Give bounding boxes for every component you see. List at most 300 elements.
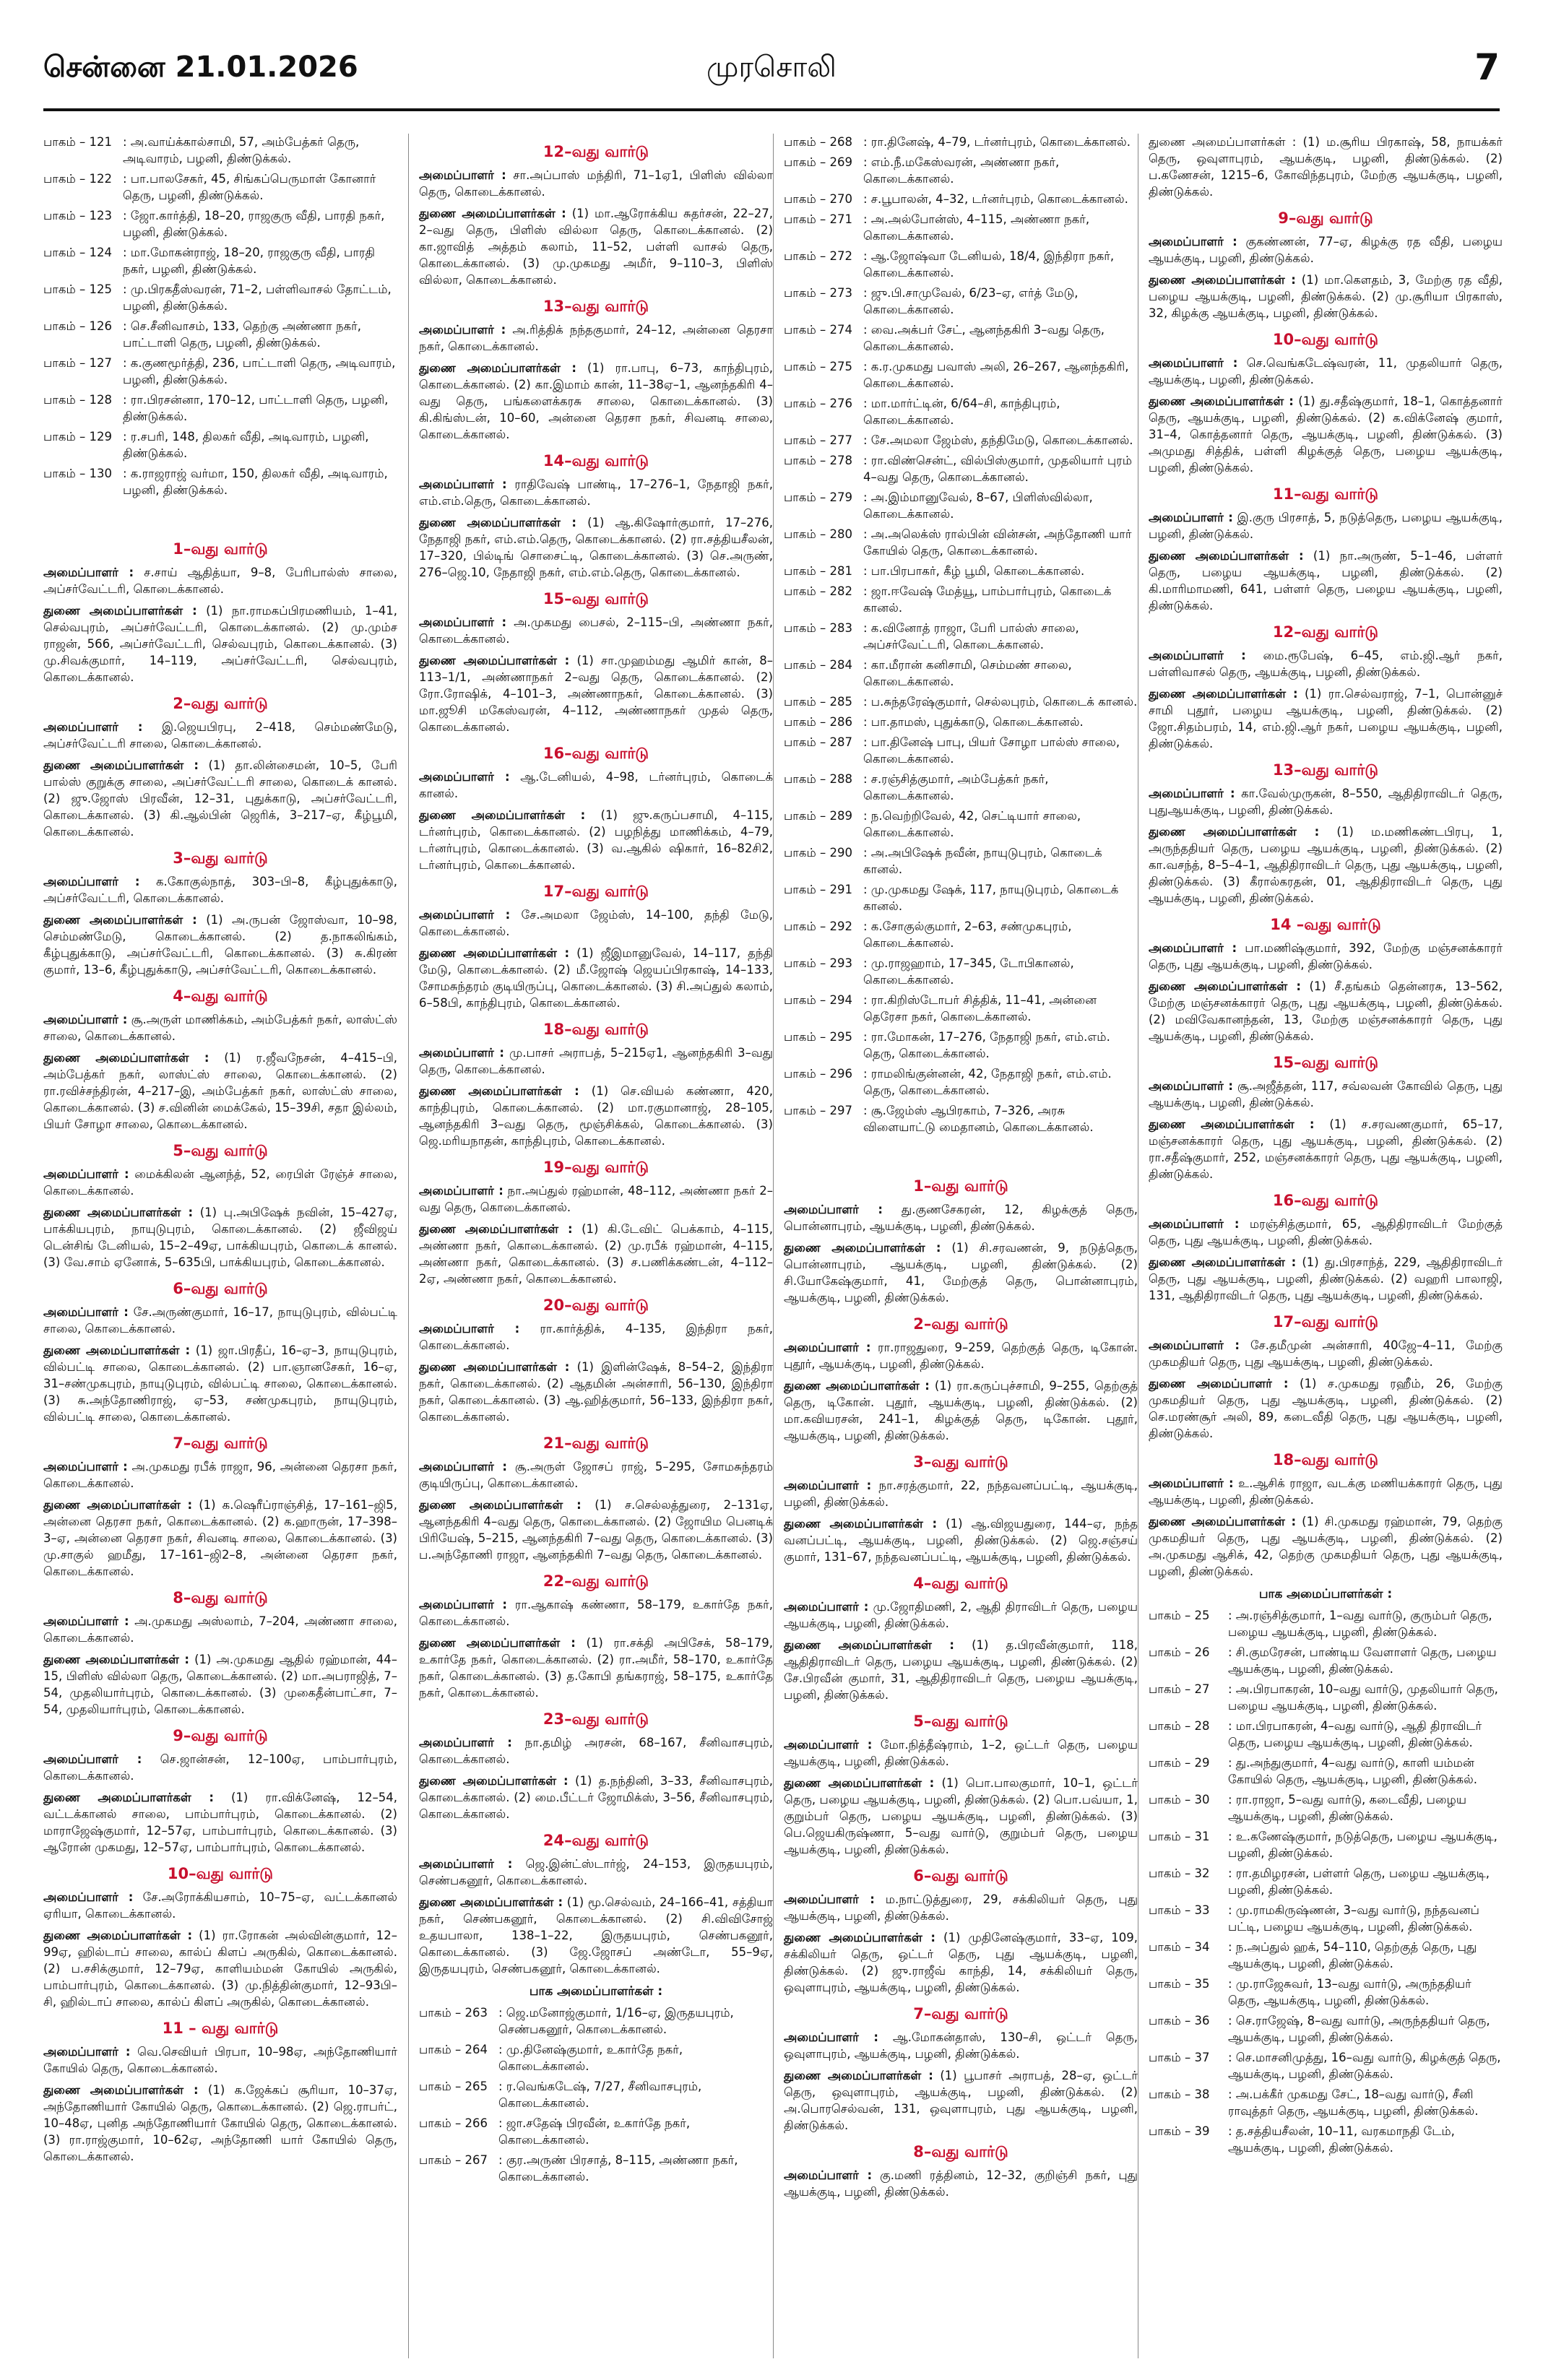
- deputy-organisers-details: (1) தா.லின்சைமன், 10–5, பேரி பால்ஸ் குறுக்கு சாலை, அப்சர்வேட்டரி சாலை, கொடைக் கானல். (2) ஜு.ஜோஸ் பிரவீன், 12–31, புதுக்காடு, அப்சர்வேட்டரி, கொடைக்கானல். (3) கி.ஆல்பின் ஜெரிக், 3–217–ஏ, கீழ்பூமி, கொடைக்கானல்.: [43, 758, 397, 839]
- deputy-organisers-entry: [419, 514, 773, 581]
- organiser-entry: [784, 2029, 1138, 2062]
- booth-number: பாகம் – 288: [784, 772, 852, 786]
- deputy-organisers-label: துணை அமைப்பாளர்கள் :: [43, 1343, 191, 1357]
- booth-agent: : அ.பிரபாகரன், 10–வது வார்டு, முதலியார் தெரு, பழைய ஆயக்குடி, பழனி, திண்டுக்கல்.: [1228, 1682, 1498, 1713]
- deputy-organisers-entry: [43, 1204, 397, 1271]
- organiser-details: கு.மணி ரத்தினம், 12–32, குறிஞ்சி நகர், புது ஆயக்குடி, பழனி, திண்டுக்கல்.: [784, 2168, 1138, 2199]
- booth-agent: : ரா.பிரசன்னா, 170–12, பாட்டாளி தெரு, பழனி, திண்டுக்கல்.: [123, 393, 389, 423]
- booth-entry: [1149, 2086, 1503, 2119]
- column-2: [419, 134, 773, 2366]
- deputy-organisers-label: துணை அமைப்பாளர்கள் :: [43, 1791, 214, 1804]
- organiser-details: நா.தமிழ் அரசன், 68–167, சீனிவாசபுரம், கொடைக்கானல்.: [419, 1736, 773, 1766]
- booth-entry: [784, 583, 1138, 616]
- ward-heading: 5–வது வார்டு: [173, 1142, 268, 1159]
- booth-entry: [1149, 1644, 1503, 1677]
- booth-number: பாகம் – 268: [784, 135, 852, 149]
- booth-agent: : ப.சுந்தரேஷ்குமார், செல்லபுரம், கொடைக் கானல்.: [863, 695, 1138, 709]
- booth-number: பாகம் – 264: [419, 2043, 488, 2056]
- booth-agent: : மு.முகமது ஷேக், 117, நாயுடுபுரம், கொடைக் கானல்.: [863, 883, 1119, 913]
- booth-number: பாகம் – 126: [43, 319, 112, 333]
- deputy-organisers-label: துணை அமைப்பாளர்கள் :: [419, 1360, 570, 1374]
- organiser-label: அமைப்பாளர் :: [1149, 787, 1235, 800]
- booth-agent: : ந.அப்துல் ஹக், 54–110, தெற்குத் தெரு, புது ஆயக்குடி, பழனி, திண்டுக்கல்.: [1228, 1940, 1477, 1970]
- booth-number: பாகம் – 275: [784, 360, 852, 373]
- booth-entry: [784, 285, 1138, 318]
- booth-entry: [784, 191, 1138, 207]
- deputy-organisers-details: (1) மா.ஆரோக்கிய சுதர்சன், 22–27, 2–வது தெரு, பிளிஸ் வில்லா தெரு, கொடைக்கானல். (2) கா.ஜாவித் அத்தம் கலாம், 11–52, பள்ளி வாசல் தெரு, கொடைக்கானல். (3) மு.முகமது அமீர், 9–110–3, பிளிஸ் வில்லா, கொடைக்கானல்.: [419, 207, 773, 287]
- booth-number: பாகம் – 273: [784, 286, 852, 300]
- booth-agent: : ச.பூபாலன், 4–32, டர்னர்புரம், கொடைக்கானல்.: [863, 192, 1128, 206]
- booth-number: பாகம் – 27: [1149, 1682, 1210, 1696]
- organiser-label: அமைப்பாளர் :: [419, 1322, 520, 1336]
- organiser-label: அமைப்பாளர் :: [784, 1203, 883, 1216]
- spacer: [43, 502, 397, 531]
- organiser-details: நா.சரத்குமார், 22, நந்தவனப்பட்டி, ஆயக்குடி, பழனி, திண்டுக்கல்.: [784, 1479, 1138, 1509]
- booth-entry: [43, 391, 397, 425]
- organiser-entry: [784, 1891, 1138, 1924]
- organiser-label: அமைப்பாளர் :: [419, 1460, 507, 1474]
- organiser-entry: [419, 1856, 773, 1889]
- organiser-details: செ.ஜான்சன், 12–100ஏ, பாம்பார்புரம், கொடைக்கானல்.: [43, 1752, 397, 1783]
- booth-number: பாகம் – 294: [784, 993, 852, 1007]
- booth-number: பாகம் – 28: [1149, 1719, 1210, 1733]
- ward-heading: 23–வது வார்டு: [543, 1710, 649, 1728]
- booth-number: பாகம் – 284: [784, 658, 852, 672]
- booth-number: பாகம் – 280: [784, 527, 852, 541]
- deputy-organisers-label: துணை அமைப்பாளர் :: [1149, 1377, 1289, 1390]
- deputy-organisers-details: (1) மூ.செல்வம், 24–166–41, சத்தியா நகர், செண்பகனூர், கொடைக்கானல். (2) சி.விவிசோஜ் உதயபாலா, 138–1–22, இருதயபுரம், செண்பகனூர், கொடைக்கானல். (3) ஜே.ஜோசப் அண்டோ, 55–9ஏ, இருதயபுரம், செண்பகனூர், கொடைக்கானல்.: [419, 1895, 773, 1976]
- organiser-label: அமைப்பாளர் :: [419, 908, 511, 922]
- deputy-organisers-entry: [1149, 685, 1503, 752]
- booth-number: பாகம் – 277: [784, 433, 852, 447]
- organiser-entry: [784, 2167, 1138, 2200]
- booth-number: பாகம் – 269: [784, 155, 852, 169]
- organiser-details: சே.அரோக்கியசாம், 10–75–ஏ, வட்டக்கானல் ஏரியா, கொடைக்கானல்.: [43, 1890, 397, 1921]
- organiser-label: அமைப்பாளர் :: [1149, 1217, 1240, 1231]
- booth-entry: [784, 526, 1138, 559]
- edition-date: சென்னை 21.01.2026: [43, 51, 358, 84]
- booth-entry: [784, 844, 1138, 878]
- booth-section-title: பாக அமைப்பாளர்கள் :: [529, 1984, 663, 1999]
- booth-agent: : ஜா.சதேஷ் பிரவீன், உகார்தே நகர், கொடைக்கானல்.: [498, 2116, 691, 2147]
- organiser-details: மு.ஜோதிமணி, 2, ஆதி திராவிடர் தெரு, பழைய ஆயக்குடி, பழனி, திண்டுக்கல்.: [784, 1600, 1138, 1630]
- booth-number: பாகம் – 34: [1149, 1940, 1210, 1954]
- booth-agent: : ஜெ.மனோஜ்குமார், 1/16–ஏ, இருதயபுரம், செண்பகனூர், கொடைக்கானல்.: [498, 2006, 734, 2036]
- ward-heading: 14–வது வார்டு: [543, 452, 649, 469]
- booth-entry: [784, 955, 1138, 988]
- organiser-details: க.கோகுல்நாத், 303–பி–8, கீழ்புதுக்காடு, அப்சர்வேட்டரி, கொடைக்கானல்.: [43, 875, 397, 905]
- organiser-label: அமைப்பாளர் :: [784, 1892, 875, 1906]
- deputy-organisers-label: துணை அமைப்பாளர்கள் :: [784, 2069, 933, 2082]
- deputy-organisers-entry: [419, 1083, 773, 1149]
- organiser-label: அமைப்பாளர் :: [419, 477, 507, 491]
- deputy-organisers-details: (1) ஆ.விஜயதுரை, 144–ஏ, நந்த வனப்பட்டி, ஆயக்குடி, பழனி, திண்டுக்கல். (2) ஜெ.சஞ்சய் குமார், 131–67, நந்தவனப்பட்டி, ஆயக்குடி, பழனி, திண்டுக்கல்.: [784, 1517, 1138, 1564]
- booth-agent: : அ.வாய்க்கால்சாமி, 57, அம்பேத்கர் தெரு, அடிவாரம், பழனி, திண்டுக்கல்.: [123, 135, 360, 165]
- booth-agent: : க.வினோத் ராஜா, பேரி பால்ஸ் சாலை, அப்சர்வேட்டரி, கொடைக்கானல்.: [863, 621, 1079, 652]
- deputy-organisers-label: துணை அமைப்பாளர்கள் :: [43, 604, 197, 618]
- deputy-organisers-details: (1) ச.செல்லத்துரை, 2–131ஏ, ஆனந்தகிரி 4–வது தெரு, கொடைக்கானல். (2) ஜோயிம பெனடிக் பிரியேஷ், 5–215, ஆனந்தகிரி 7–வது தெரு, கொடைக்கானல். (3) ப.அந்தோணி ராஜா, ஆனந்தகிரி 7–வது தெரு, கொடைக்கானல்.: [419, 1498, 773, 1562]
- deputy-organisers-details: (1) சீ.தங்கம் தென்னரசு, 13–562, மேற்கு மஞ்சனக்காரர் தெரு, புது ஆயக்குடி, பழனி, திண்டுக்கல். (2) மவிவேகானந்தன், 13, மேற்கு மஞ்சனக்காரர் தெரு, புது ஆயக்குடி, பழனி, திண்டுக்கல்.: [1149, 979, 1503, 1043]
- deputy-organisers-details: (1) ரா.ரோகன் அல்வின்குமார், 12–99ஏ, ஹில்டாப் சாலை, கால்ப் கிளப் அருகில், கொடைக்கானல். (2) ப.சசிக்குமார், 12–79ஏ, காளியம்மன் கோயில் அருகில், பாம்பார்புரம், கொடைக்கானல். (3) மு.நித்தின்குமார், 12–93பி–சி, ஹில்டாப் சாலை, கால்ப் கிளப் அருகில், கொடைக்கானல்.: [43, 1929, 397, 2009]
- deputy-organisers-details: (1) ர.ஜீவநேசன், 4–415–பி, அம்பேத்கர் நகர், லாஸ்ட்ஸ் சாலை, கொடைக்கானல். (2) ரா.ரவிச்சந்திரன், 4–217–இ, அம்பேத்கர் நகர், லாஸ்ட்ஸ் சாலை, கொடைக்கானல். (3) ச.வினின் மைக்கேல், 15–39சி, சதா இல்லம், பியர் சோழா சாலை, கொடைக்கானல்.: [43, 1051, 397, 1131]
- organiser-label: அமைப்பாளர் :: [43, 2045, 131, 2059]
- booth-number: பாகம் – 130: [43, 467, 112, 480]
- deputy-organisers-label: துணை அமைப்பாளர்கள் :: [419, 1895, 563, 1909]
- booth-entry: [784, 452, 1138, 485]
- ward-heading: 18–வது வார்டு: [543, 1021, 649, 1038]
- organiser-entry: [419, 167, 773, 200]
- organiser-label: அமைப்பாளர் :: [419, 770, 510, 784]
- booth-number: பாகம் – 282: [784, 584, 852, 598]
- booth-agent: : கா.மீரான் கனிசாமி, செம்மண் சாலை, கொடைக்கானல்.: [863, 658, 1072, 688]
- booth-agent: : அ.அல்போன்ஸ், 4–115, அண்ணா நகர், கொடைக்கானல்.: [863, 212, 1090, 243]
- deputy-organisers-entry: [43, 602, 397, 685]
- deputy-organisers-label: துணை அமைப்பாளர்கள் :: [43, 1206, 194, 1219]
- ward-heading: 2–வது வார்டு: [173, 695, 268, 712]
- booth-entry: [43, 318, 397, 351]
- booth-number: பாகம் – 283: [784, 621, 852, 635]
- booth-number: பாகம் – 121: [43, 135, 112, 149]
- organiser-entry: [1149, 1337, 1503, 1370]
- booth-number: பாகம் – 128: [43, 393, 112, 407]
- deputy-organisers-details: (1) சி.முகமது ரஹ்மான், 79, தெற்கு முகமதியர் தெரு, புது ஆயக்குடி, பழனி, திண்டுக்கல். (2) அ.முகமது ஆசிக், 42, தெற்கு முகமதியர் தெரு, புது ஆயக்குடி, பழனி, திண்டுக்கல்.: [1149, 1515, 1503, 1578]
- booth-entry: [43, 134, 397, 167]
- column-4: [1149, 134, 1503, 2366]
- booth-agent: : உ.கணேஷ்குமார், நடுத்தெரு, பழைய ஆயக்குடி, பழனி, திண்டுக்கல்.: [1228, 1830, 1497, 1860]
- deputy-organisers-entry: [43, 1342, 397, 1425]
- deputy-organisers-details: (1) நா.ராமகப்பிரமணியம், 1–41, செல்வபுரம், அப்சர்வேட்டரி, கொடைக்கானல். (2) மு.மும்ச ராஜன், 566, அப்சர்வேட்டரி, செல்வபுரம், கொடைக்கானல். (3) மு.சிவக்குமார், 14–119, அப்சர்வேட்டரி, செல்வபுரம், கொடைக்கானல்.: [43, 604, 397, 684]
- booth-entry: [784, 620, 1138, 653]
- organiser-details: ரா.ஆகாஷ் கண்ணா, 58–179, உகார்தே நகர், கொடைக்கானல்.: [419, 1598, 773, 1628]
- booth-agent: : மு.ராமகிருஷ்ணன், 3–வது வார்டு, நந்தவனப் பட்டி, பழைய ஆயக்குடி, பழனி, திண்டுக்கல்.: [1228, 1903, 1479, 1934]
- deputy-organisers-entry: [419, 1497, 773, 1563]
- organiser-entry: [419, 1458, 773, 1492]
- organiser-label: அமைப்பாளர் :: [419, 1598, 507, 1611]
- booth-agent: : மு.ராஜேசுவர், 13–வது வார்டு, அருந்ததியர் தெரு, ஆயக்குடி, பழனி, திண்டுக்கல்.: [1228, 1977, 1471, 2007]
- booth-entry: [784, 714, 1138, 730]
- booth-agent: : செ.மாசனிமுத்து, 16–வது வார்டு, கிழக்குத் தெரு, ஆயக்குடி, பழனி, திண்டுக்கல்.: [1228, 2051, 1501, 2081]
- ward-heading: 6–வது வார்டு: [913, 1867, 1008, 1884]
- deputy-organisers-details: (1) ரா.செல்வராஜ், 7–1, பொன்னுச் சாமி புதூர், பழைய ஆயக்குடி, பழனி, திண்டுக்கல். (2) ஜோ.சிதம்பரம், 14, எம்.ஜி.ஆர் நகர், பழைய ஆயக்குடி, பழனி, திண்டுக்கல்.: [1149, 687, 1503, 750]
- booth-number: பாகம் – 33: [1149, 1903, 1210, 1917]
- deputy-organisers-entry: [43, 1789, 397, 1856]
- deputy-organisers-label: துணை அமைப்பாளர்கள் :: [1149, 825, 1320, 839]
- booth-number: பாகம் – 272: [784, 249, 852, 263]
- organiser-entry: [1149, 1216, 1503, 1249]
- ward-heading: 10–வது வார்டு: [1272, 331, 1379, 348]
- organiser-label: அமைப்பாளர் :: [419, 615, 507, 629]
- organiser-details: வெ.செவியர் பிரபா, 10–98ஏ, அந்தோணியார் கோயில் தெரு, கொடைக்கானல்.: [43, 2045, 397, 2075]
- organiser-details: து.குணசேகரன், 12, கிழக்குத் தெரு, பொன்னாபுரம், ஆயக்குடி, பழனி, திண்டுக்கல்.: [784, 1203, 1138, 1233]
- organiser-label: அமைப்பாளர் :: [43, 1890, 134, 1904]
- booth-agent: : குர.அருண் பிரசாத், 8–115, அண்ணா நகர், கொடைக்கானல்.: [498, 2153, 738, 2184]
- booth-agent: : க.சோகுல்குமார், 2–63, சண்முகபுரம், கொடைக்கானல்.: [863, 919, 1072, 950]
- organiser-entry: [784, 1736, 1138, 1770]
- booth-entry: [784, 563, 1138, 579]
- booth-agent: : ரா.விண்சென்ட், வில்பிஸ்குமார், முதலியார் புரம் 4–வது தெரு, கொடைக்கானல்.: [863, 454, 1132, 484]
- deputy-organisers-label: துணை அமைப்பாளர்கள் :: [419, 1084, 579, 1098]
- booth-agent: : ர.வெங்கடேஷ், 7/27, சீனிவாசபுரம், கொடைக்கானல்.: [498, 2080, 702, 2110]
- deputy-organisers-label: துணை அமைப்பாளர்கள் :: [784, 1379, 930, 1393]
- organiser-entry: [419, 1044, 773, 1078]
- booth-number: பாகம் – 129: [43, 430, 112, 443]
- column-divider: [408, 134, 409, 2358]
- deputy-organisers-label: துணை அமைப்பாளர்கள் :: [43, 1498, 193, 1512]
- deputy-organisers-label: துணை அமைப்பாளர்கள் :: [1149, 1255, 1297, 1269]
- deputy-organisers-label: துணை அமைப்பாளர்கள் :: [419, 516, 577, 529]
- booth-entry: [784, 693, 1138, 710]
- deputy-organisers-details: (1) ஜீஇமானுவேல், 14–117, தந்தி மேடு, கொடைக்கானல். (2) மீ.ஜோஷ் ஜெயப்பிரகாஷ், 14–133, சோமசுந்தரம் குடியிருப்பு, கொடைக்கானல். (3) சி.அப்துல் கலாம், 6–58பி, காந்திபுரம், கொடைக்கானல்.: [419, 946, 773, 1010]
- deputy-organisers-entry: [1149, 1254, 1503, 1304]
- booth-entry: [419, 2115, 773, 2148]
- booth-number: பாகம் – 267: [419, 2153, 488, 2167]
- newspaper-title: முரசொலி: [706, 51, 837, 84]
- booth-agent: : செ.ராஜேஷ், 8–வது வார்டு, அருந்ததியர் தெரு, ஆயக்குடி, பழனி, திண்டுக்கல்.: [1228, 2014, 1490, 2044]
- organiser-entry: [43, 1751, 397, 1784]
- booth-entry: [43, 281, 397, 314]
- deputy-organisers-details: (1) க.ஜேக்கப் சூரியா, 10–37ஏ, அந்தோணியார் கோயில் தெரு, கொடைக்கானல். (2) ஜெ.ராபர்ட், 10–48ஏ, புனித அந்தோணியார் கோயில் தெரு, கொடைக்கானல். (3) ரா.ராஜ்குமார், 10–62ஏ, அந்தோணி யார் கோயில் தெரு, கொடைக்கானல்.: [43, 2083, 397, 2163]
- organiser-label: அமைப்பாளர் :: [1149, 1079, 1233, 1093]
- booth-number: பாகம் – 263: [419, 2006, 488, 2020]
- booth-number: பாகம் – 291: [784, 883, 852, 896]
- booth-entry: [784, 432, 1138, 449]
- booth-number: பாகம் – 123: [43, 209, 112, 222]
- deputy-organisers-entry: [1149, 548, 1503, 614]
- deputy-organisers-label: துணை அமைப்பாளர்கள் :: [419, 1222, 573, 1236]
- deputy-organisers-entry: [784, 1775, 1138, 1858]
- organiser-details: மோ.நித்தீஷ்ராம், 1–2, ஒட்டர் தெரு, பழைய ஆயக்குடி, பழனி, திண்டுக்கல்.: [784, 1738, 1138, 1768]
- deputy-organisers-details: (1) து.பிரசாந்த், 229, ஆதிதிராவிடர் தெரு, புது ஆயக்குடி, பழனி, திண்டுக்கல். (2) வஹரி பாலாஜி, 131, ஆதிதிராவிடர் தெரு, புது ஆயக்குடி, பழனி, திண்டுக்கல்.: [1149, 1255, 1503, 1302]
- booth-agent: : மு.தினேஷ்குமார், உகார்தே நகர், கொடைக்கானல்.: [498, 2043, 683, 2073]
- ward-heading: 13–வது வார்டு: [1272, 761, 1379, 779]
- booth-agent: : ந.வெற்றிவேல், 42, செட்டியார் சாலை, கொடைக்கானல்.: [863, 809, 1081, 839]
- booth-agent: : அ.ரஞ்சித்குமார், 1–வது வார்டு, குரும்பர் தெரு, பழைய ஆயக்குடி, பழனி, திண்டுக்கல்.: [1228, 1609, 1492, 1639]
- booth-entry: [1149, 2123, 1503, 2156]
- deputy-organisers-details: (1) க.ஷெரீப்ராஞ்சித், 17–161–ஜி5, அன்னை தெரசா நகர், கொடைக்கானல். (2) க.ஹாருன், 17–398–3–ஏ, அன்னை தெரசா நகர், சிவனடி சாலை, கொடைக்கானல். (3) மு.சாகுல் ஹமீது, 17–161–ஜி2–8, அன்னை தெரசா நகர், கொடைக்கானல்.: [43, 1498, 397, 1578]
- booth-number: பாகம் – 285: [784, 695, 852, 709]
- deputy-organisers-entry: [1149, 978, 1503, 1044]
- booth-entry: [43, 244, 397, 277]
- organiser-label: அமைப்பாளர் :: [43, 1305, 129, 1319]
- organiser-entry: [1149, 355, 1503, 388]
- booth-agent: : வை.அக்பர் சேட், ஆனந்தகிரி 3–வது தெரு, கொடைக்கானல்.: [863, 323, 1105, 353]
- organiser-details: அ.முகமது பைசல், 2–115–பி, அண்ணா நகர், கொடைக்கானல்.: [419, 615, 773, 646]
- ward-heading: 24–வது வார்டு: [543, 1832, 649, 1849]
- column-divider: [773, 134, 774, 2358]
- deputy-organisers-label: துணை அமைப்பாளர்கள் :: [1149, 394, 1294, 408]
- deputy-organisers-label: துணை அமைப்பாளர்கள் :: [419, 1636, 576, 1650]
- booth-agent: : து.அந்துகுமார், 4–வது வார்டு, காளி யம்மன் கோயில் தெரு, ஆயக்குடி, பழனி, திண்டுக்கல்.: [1228, 1756, 1477, 1786]
- organiser-entry: [419, 906, 773, 940]
- ward-heading: 15–வது வார்டு: [543, 590, 649, 607]
- deputy-organisers-details: (1) த.பிரவீன்குமார், 118, ஆதிதிராவிடர் தெரு, பழைய ஆயக்குடி, பழனி, திண்டுக்கல். (2) சே.பிரவீன் குமார், 31, ஆதிதிராவிடர் தெரு, பழைய ஆயக்குடி, பழனி, திண்டுக்கல்.: [784, 1638, 1138, 1702]
- booth-entry: [43, 207, 397, 241]
- booth-number: பாகம் – 26: [1149, 1645, 1210, 1659]
- booth-entry: [43, 465, 397, 498]
- deputy-organisers-label: துணை அமைப்பாளர்கள் :: [43, 2083, 199, 2097]
- organiser-label: அமைப்பாளர் :: [1149, 356, 1238, 370]
- booth-entry: [1149, 1791, 1503, 1825]
- organiser-details: சூ.அஜீத்தன், 117, சவ்லவன் கோவில் தெரு, புது ஆயக்குடி, பழனி, திண்டுக்கல்.: [1149, 1079, 1503, 1109]
- deputy-organisers-details: (1) ச.சரவணகுமார், 65–17, மஞ்சனக்காரர் தெரு, புது ஆயக்குடி, பழனி, திண்டுக்கல். (2) ரா.சதீஷ்குமார், 252, மஞ்சனக்காரர் தெரு, புது ஆயக்குடி, பழனி, திண்டுக்கல்.: [1149, 1117, 1503, 1181]
- booth-number: பாகம் – 37: [1149, 2051, 1210, 2064]
- booth-entry: [784, 395, 1138, 428]
- booth-agent: : மா.மோகன்ராஜ், 18–20, ராஜகுரு வீதி, பாரதி நகர், பழனி, திண்டுக்கல்.: [123, 246, 375, 276]
- organiser-label: அமைப்பாளர் :: [419, 1857, 513, 1871]
- booth-number: பாகம் – 270: [784, 192, 852, 206]
- organiser-label: அமைப்பாளர் :: [419, 1184, 503, 1198]
- booth-agent: : ரா.மோகன், 17–276, நேதாஜி நகர், எம்.எம். தெரு, கொடைக்கானல்.: [863, 1030, 1110, 1060]
- ward-heading: 3–வது வார்டு: [173, 849, 268, 867]
- booth-agent: : மா.பிரபாகரன், 4–வது வார்டு, ஆதி திராவிடர் தெரு, பழைய ஆயக்குடி, பழனி, திண்டுக்கல்.: [1228, 1719, 1482, 1749]
- deputy-organisers-label: துணை அமைப்பாளர்கள் :: [784, 1517, 938, 1531]
- booth-number: பாகம் – 297: [784, 1104, 852, 1117]
- organiser-label: அமைப்பாளர் :: [1149, 1476, 1234, 1490]
- organiser-label: அமைப்பாளர் :: [43, 566, 134, 579]
- deputy-organisers-details: (1) ஜு.கருப்பசாமி, 4–115, டர்னர்புரம், கொடைக்கானல். (2) பழநித்து மாணிக்கம், 4–79, டர்னர்புரம், கொடைக்கானல். (3) வ.ஆகில் ஷிகார், 16–82சி2, டர்னர்புரம், கொடைக்கானல்.: [419, 808, 773, 872]
- booth-entry: [784, 1102, 1138, 1135]
- booth-number: பாகம் – 265: [419, 2080, 488, 2093]
- organiser-details: சூ.அருள் ஜோசப் ராஜ், 5–295, சோமசுந்தரம் குடியிருப்பு, கொடைக்கானல்.: [419, 1460, 773, 1490]
- deputy-organisers-entry: [419, 1773, 773, 1822]
- organiser-label: அமைப்பாளர் :: [1149, 1338, 1240, 1352]
- ward-heading: 20–வது வார்டு: [543, 1297, 649, 1314]
- booth-number: பாகம் – 266: [419, 2116, 488, 2130]
- booth-agent: : ரா.தினேஷ், 4–79, டர்னர்புரம், கொடைக்கானல்.: [863, 135, 1131, 149]
- deputy-organisers-entry: [419, 652, 773, 735]
- deputy-organisers-details: (1) ஜா.பிரதீப், 16–ஏ–3, நாயுடுபுரம், வில்பட்டி சாலை, கொடைக்கானல். (2) பா.ஞானசேகர், 16–ஏ, 31–சண்முகபுரம், நாயுடுபுரம், வில்பட்டி சாலை, கொடைக்கானல். (3) சு.அந்தோணிராஜ், ஏ–53, சண்முகபுரம், நாயுடுபுரம், வில்பட்டி சாலை, கொடைக்கானல்.: [43, 1343, 397, 1424]
- booth-agent: : ரா.கிறிஸ்டோபர் சித்திக், 11–41, அன்னை தெரேசா நகர், கொடைக்கானல்.: [863, 993, 1097, 1024]
- organiser-details: சே.அமலா ஜேம்ஸ், 14–100, தந்தி மேடு, கொடைக்கானல்.: [419, 908, 773, 938]
- organiser-entry: [784, 1598, 1138, 1632]
- deputy-organisers-details: (1) முதினேஷ்குமார், 33–ஏ, 109, சக்கிலியர் தெரு, ஒட்டர் தெரு, புது ஆயக்குடி, பழனி, திண்டுக்கல். (2) ஜு.ராஜீவ் காந்தி, 14, சக்கிலியர் தெரு, ஒவுளாபுரம், ஆயக்குடி, பழனி, திண்டுக்கல்.: [784, 1931, 1138, 1994]
- organiser-entry: [1149, 1475, 1503, 1508]
- booth-entry: [419, 2078, 773, 2111]
- organiser-entry: [43, 1011, 397, 1044]
- deputy-organisers-entry: [43, 1651, 397, 1718]
- deputy-organisers-entry: [419, 360, 773, 443]
- deputy-organisers-details: (1) ரா.கருப்புச்சாமி, 9–255, தெற்குத் தெரு, டிகோன். புதூர், ஆயக்குடி, பழனி, திண்டுக்கல். (2) மா.கவியரசன், 241–1, கிழக்குத் தெரு, டிகோன். புதூர், ஆயக்குடி, பழனி, திண்டுக்கல்.: [784, 1379, 1138, 1442]
- organiser-details: உ.ஆசிக் ராஜா, வடக்கு மணியக்காரர் தெரு, புது ஆயக்குடி, பழனி, திண்டுக்கல்.: [1149, 1476, 1503, 1507]
- booth-entry: [784, 248, 1138, 281]
- ward-heading: 1–வது வார்டு: [173, 540, 268, 558]
- spacer: [784, 1139, 1138, 1168]
- ward-heading: 19–வது வார்டு: [543, 1159, 649, 1176]
- organiser-entry: [784, 1339, 1138, 1372]
- ward-heading: 12–வது வார்டு: [543, 143, 649, 160]
- organiser-details: நா.அப்துல் ரஹ்மான், 48–112, அண்ணா நகர் 2–வது தெரு, கொடைக்கானல்.: [419, 1184, 773, 1214]
- booth-entry: [784, 134, 1138, 150]
- organiser-label: அமைப்பாளர் :: [1149, 649, 1246, 662]
- deputy-organisers-entry: [419, 807, 773, 873]
- ward-heading: 11–வது வார்டு: [1272, 485, 1379, 503]
- booth-entry: [1149, 2049, 1503, 2082]
- booth-entry: [784, 489, 1138, 522]
- booth-agent: : சே.அமலா ஜேம்ஸ், தந்திமேடு, கொடைக்கானல்.: [863, 433, 1133, 447]
- deputy-organisers-entry: [419, 1635, 773, 1701]
- deputy-organisers-details: (1) பு.அபிஷேக் நவின், 15–427ஏ, பாக்கியபுரம், நாயுடுபுரம், கொடைக்கானல். (2) ஜீவிஜய் டென்சிங் டேனியல், 15–2–49ஏ, பாக்கியபுரம், கொடைக் கானல். (3) வே.சாம் ஏனோக், 5–635பி, பாக்கியபுரம், கொடைக்கானல்.: [43, 1206, 397, 1269]
- organiser-entry: [419, 476, 773, 509]
- deputy-organisers-entry: [1149, 823, 1503, 906]
- organiser-details: ஜெ.இன்ட்ஸ்டார்ஜ், 24–153, இருதயபுரம், செண்பகனூர், கொடைக்கானல்.: [419, 1857, 773, 1887]
- booth-entry: [784, 321, 1138, 355]
- deputy-organisers-label: துணை அமைப்பாளர்கள் :: [1149, 979, 1301, 993]
- organiser-label: அமைப்பாளர் :: [419, 1046, 504, 1060]
- booth-agent: : அ.அபிஷேக் நவீன், நாயுடுபுரம், கொடைக் கானல்.: [863, 846, 1102, 876]
- deputy-organisers-entry: [419, 205, 773, 288]
- ward-heading: 3–வது வார்டு: [913, 1453, 1008, 1471]
- organiser-entry: [43, 1613, 397, 1646]
- ward-heading: 8–வது வார்டு: [913, 2143, 1008, 2160]
- booth-number: பாகம் – 31: [1149, 1830, 1210, 1843]
- organiser-label: அமைப்பாளர் :: [1149, 941, 1237, 955]
- deputy-organisers-details: (1) து.சதீஷ்குமார், 18–1, கொத்தனார் தெரு, ஆயக்குடி, பழனி, திண்டுக்கல். (2) க.விக்னேஷ் குமார், 31–4, கொத்தனார் தெரு, ஆயக்குடி, பழனி, திண்டுக்கல். (3) அமுமது சித்திக், பள்ளி கிழக்குத் தெரு, பழைய ஆயக்குடி, பழனி, திண்டுக்கல்.: [1149, 394, 1503, 475]
- booth-number: பாகம் – 39: [1149, 2124, 1210, 2138]
- ward-heading: 14 –வது வார்டு: [1270, 916, 1381, 933]
- organiser-details: ராதிவேஷ் பாண்டி, 17–276–1, நேதாஜி நகர், எம்.எம்.தெரு, கொடைக்கானல்.: [419, 477, 773, 508]
- organiser-entry: [1149, 509, 1503, 542]
- organiser-label: அமைப்பாளர் :: [784, 2168, 873, 2182]
- deputy-organisers-details: (1) ச.முகமது ரஹீம், 26, மேற்கு முகமதியர் தெரு, புது ஆயக்குடி, பழனி, திண்டுக்கல். (2) செ.மரண்சூர் அலி, 89, கடைவீதி தெரு, புது ஆயக்குடி, பழனி, திண்டுக்கல்.: [1149, 1377, 1503, 1440]
- deputy-organisers-label: துணை அமைப்பாளர்கள் :: [1149, 549, 1304, 563]
- organiser-entry: [419, 1320, 773, 1354]
- booth-entry: [1149, 1976, 1503, 2009]
- booth-agent: : ரா.ராஜா, 5–வது வார்டு, கடைவீதி, பழைய ஆயக்குடி, பழனி, திண்டுக்கல்.: [1228, 1793, 1466, 1823]
- booth-entry: [1149, 1718, 1503, 1751]
- organiser-details: ரா.ராஜதுரை, 9–259, தெற்குத் தெரு, டிகோன். புதூர், ஆயக்குடி, பழனி, திண்டுக்கல்.: [784, 1341, 1138, 1371]
- ward-heading: 2–வது வார்டு: [913, 1315, 1008, 1333]
- deputy-organisers-entry: [1149, 1375, 1503, 1442]
- booth-agent: : எம்.நீ.மகேஸ்வரன், அண்ணா நகர், கொடைக்கானல்.: [863, 155, 1060, 186]
- organiser-label: அமைப்பாளர் :: [419, 323, 506, 337]
- booth-agent: : க.ராஜராஜ் வர்மா, 150, திலகர் வீதி, அடிவாரம், பழனி, திண்டுக்கல்.: [123, 467, 388, 497]
- deputy-organisers-entry: [43, 1927, 397, 2010]
- booth-number: பாகம் – 292: [784, 919, 852, 933]
- organiser-details: ச.சாய் ஆதித்யா, 9–8, பேரிபால்ஸ் சாலை, அப்சர்வேட்டரி, கொடைக்கானல்.: [43, 566, 397, 596]
- ward-heading: 21–வது வார்டு: [543, 1435, 649, 1452]
- booth-agent: : ஜு.பி.சாமுவேல், 6/23–ஏ, எர்த் மேடு, கொடைக்கானல்.: [863, 286, 1079, 316]
- deputy-organisers-details: (1) ம.மணிகண்டபிரபு, 1, அருந்ததியர் தெரு, பழைய ஆயக்குடி, பழனி, திண்டுக்கல். (2) கா.வசந்த், 8–5–4–1, ஆதிதிராவிடர் தெரு, புது ஆயக்குடி, பழனி, திண்டுக்கல். (3) கீரால்கரதன், 01, ஆதிதிராவிடர் தெரு, புது ஆயக்குடி, பழனி, திண்டுக்கல்.: [1149, 825, 1503, 905]
- deputy-organisers-details: (1) சி.சரவணன், 9, நடுத்தெரு, பொன்னாபுரம், ஆயக்குடி, பழனி, திண்டுக்கல். (2) சி.யோகேஷ்குமார், 41, மேற்குத் தெரு, பொன்னாபுரம், ஆயக்குடி, பழனி, திண்டுக்கல்.: [784, 1241, 1138, 1304]
- booth-entry: [43, 170, 397, 204]
- booth-number: பாகம் – 38: [1149, 2087, 1210, 2101]
- column-1: [43, 134, 397, 2366]
- organiser-label: அமைப்பாளர் :: [43, 1167, 129, 1181]
- deputy-organisers-label: துணை அமைப்பாளர்கள் :: [43, 1929, 193, 1942]
- deputy-organisers-details: (1) இளின்ஷேக், 8–54–2, இந்திரா நகர், கொடைக்கானல். (2) ஆதமின் அன்சாரி, 56–130, இந்திரா நகர், கொடைக்கானல். (3) ஆ.ஹித்குமார், 56–133, இந்திரா நகர், கொடைக்கானல்.: [419, 1360, 773, 1424]
- ward-heading: 9–வது வார்டு: [173, 1727, 268, 1744]
- ward-heading: 17–வது வார்டு: [543, 883, 649, 900]
- organiser-details: குகண்ணன், 77–ஏ, கிழக்கு ரத வீதி, பழைய ஆயக்குடி, பழனி, திண்டுக்கல்.: [1149, 235, 1503, 265]
- organiser-details: செ.வெங்கடேஷ்வரன், 11, முதலியார் தெரு, ஆயக்குடி, பழனி, திண்டுக்கல்.: [1149, 356, 1503, 386]
- ward-heading: 16–வது வார்டு: [1272, 1192, 1379, 1209]
- booth-agent: : மு.பிரகதீஸ்வரன், 71–2, பள்ளிவாசல் தோட்டம், பழனி, திண்டுக்கல்.: [123, 282, 392, 313]
- ward-heading: 7–வது வார்டு: [913, 2005, 1008, 2022]
- organiser-details: இ.ஜெயபிரபு, 2–418, செம்மண்மேடு, அப்சர்வேட்டரி சாலை, கொடைக்கானல்.: [43, 720, 397, 750]
- booth-agent: : சி.குமரேசன், பாண்டிய வேளாளர் தெரு, பழைய ஆயக்குடி, பழனி, திண்டுக்கல்.: [1228, 1645, 1497, 1676]
- deputy-organisers-entry: [43, 2082, 397, 2165]
- booth-entry: [1149, 1754, 1503, 1788]
- deputy-organisers-entry: [784, 1515, 1138, 1565]
- organiser-details: அ.முகமது அஸ்லாம், 7–204, அண்ணா சாலை, கொடைக்கானல்.: [43, 1614, 397, 1645]
- booth-agent: : அ.பக்கீர் முகமது சேட், 18–வது வார்டு, சீனி ராவுத்தர் தெரு, ஆயக்குடி, பழனி, திண்டுக்கல்.: [1228, 2087, 1479, 2118]
- deputy-organisers-details: (1) மா.கௌதம், 3, மேற்கு ரத வீதி, பழைய ஆயக்குடி, பழனி, திண்டுக்கல். (2) மு.சூரியா பிரகாஸ், 32, கிழக்கு ஆயக்குடி, பழனி, திண்டுக்கல்.: [1149, 273, 1503, 320]
- booth-number: பாகம் – 25: [1149, 1609, 1210, 1622]
- booth-agent: : ச.ரஞ்சித்குமார், அம்பேத்கர் நகர், கொடைக்கானல்.: [863, 772, 1049, 802]
- ward-heading: 17–வது வார்டு: [1272, 1313, 1379, 1330]
- booth-entry: [784, 992, 1138, 1025]
- deputy-organisers-label: துணை அமைப்பாளர்கள் :: [784, 1241, 941, 1255]
